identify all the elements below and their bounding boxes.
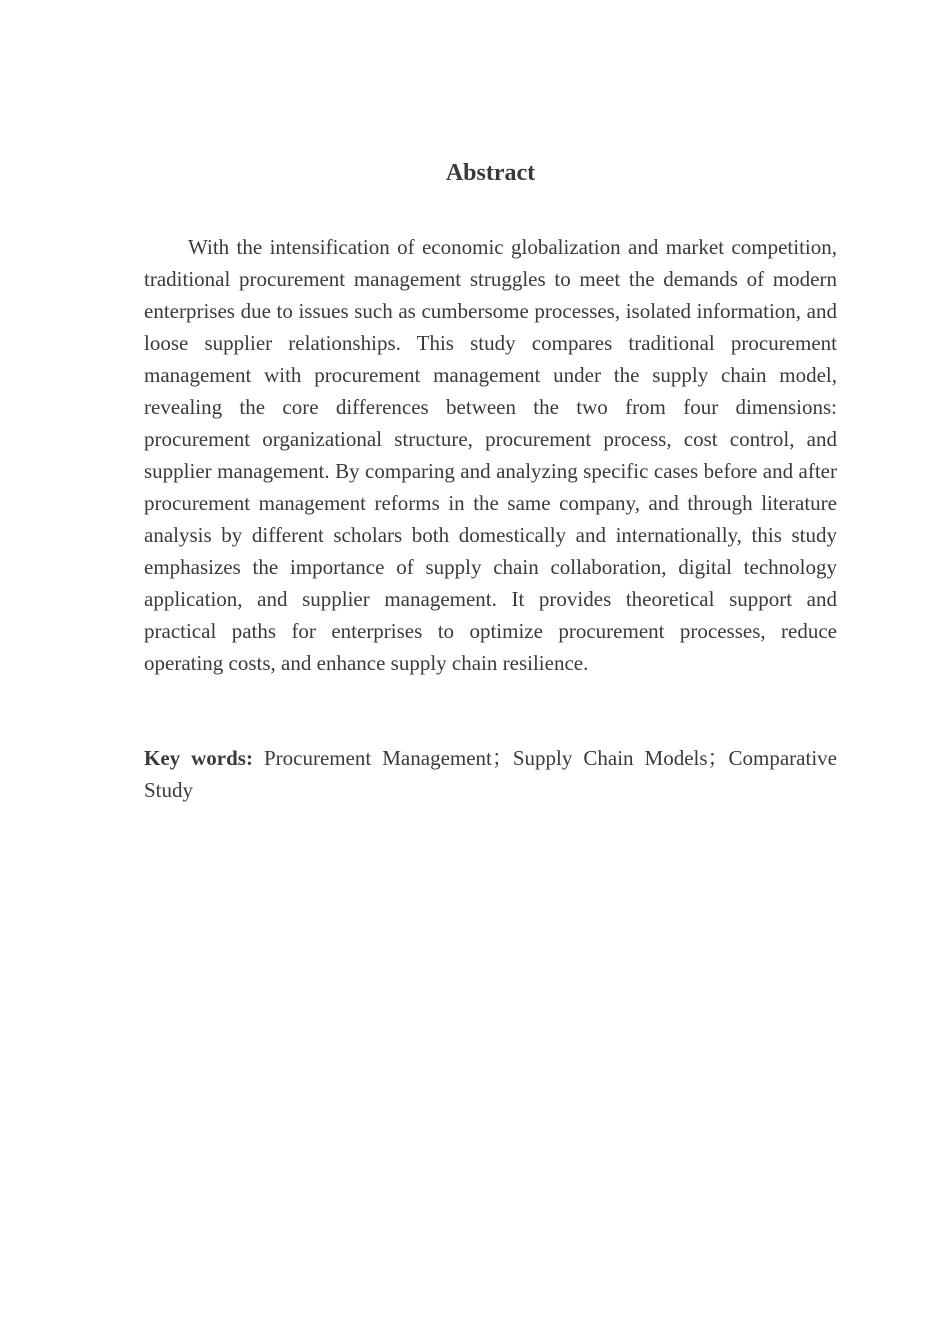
- keywords-label: Key words:: [144, 746, 253, 770]
- abstract-paragraph: With the intensification of economic globalization and market competition, traditional procurement management struggles to meet the demands of modern enterprises due to issues such as cumbersome processes, isolated information, and loose supplier relationships. This study compares traditional procurement management with procurement management under the supply chain model, revealing the core differences between the two from four dimensions: procurement organizational structure, procurement process, cost control, and supplier management. By comparing and analyzing specific cases before and after procurement management reforms in the same company, and through literature analysis by different scholars both domestically and internationally, this study emphasizes the importance of supply chain collaboration, digital technology application, and supplier management. It provides theoretical support and practical paths for enterprises to optimize procurement processes, reduce operating costs, and enhance supply chain resilience.: [144, 235, 837, 675]
- keywords-line: [144, 742, 837, 806]
- page-title: Abstract: [445, 160, 536, 186]
- keywords-text: Procurement Management；Supply Chain Models；Comparative Study: [144, 746, 837, 802]
